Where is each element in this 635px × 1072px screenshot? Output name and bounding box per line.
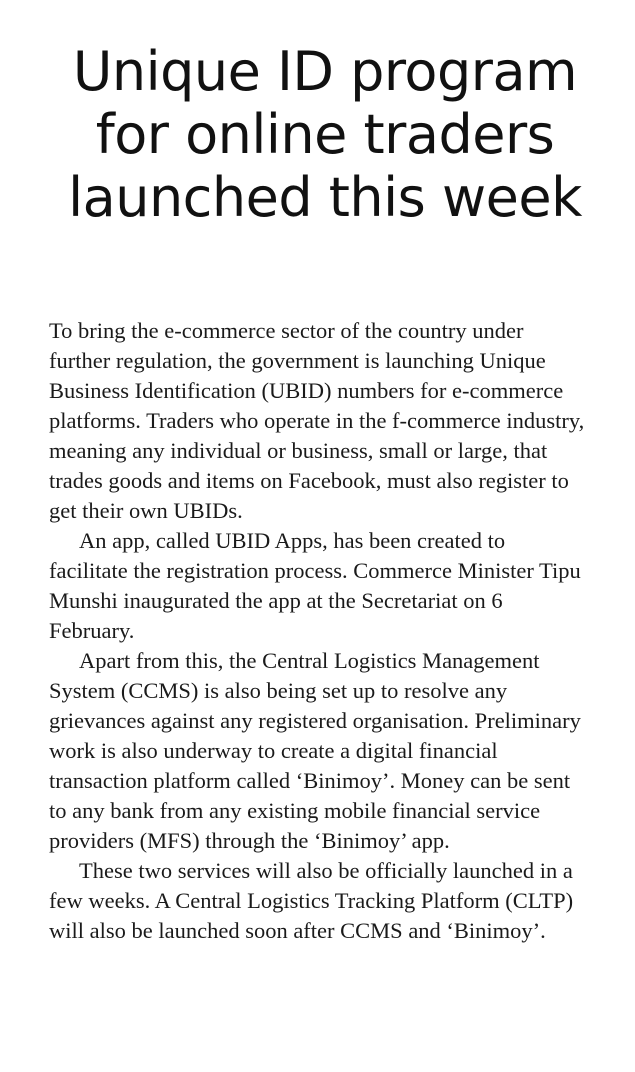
article-paragraph-1: To bring the e-commerce sector of the country under further regulation, the government is launching Unique Business Identification (UBID) numbers for e-commerce platforms. Traders who operate in the f-commerce industry, meaning any individual or business, small or large, that trades goods and items on Facebook, must also register to get their own UBIDs. bbox=[49, 318, 585, 523]
article-body bbox=[49, 316, 589, 946]
article-paragraph-3: Apart from this, the Central Logistics Management System (CCMS) is also being set up to resolve any grievances against any registered organisation. Preliminary work is also underway to create a digital financial transaction platform called ‘Binimoy’. Money can be sent to any bank from any existing mobile financial service providers (MFS) through the ‘Binimoy’ app. bbox=[49, 648, 581, 853]
article-paragraph-4: These two services will also be officially launched in a few weeks. A Central Logistics Tracking Platform (CLTP) will also be launched soon after CCMS and ‘Binimoy’. bbox=[49, 858, 574, 943]
article-paragraph-2: An app, called UBID Apps, has been created to facilitate the registration process. Commerce Minister Tipu Munshi inaugurated the app at the Secretariat on 6 February. bbox=[49, 528, 581, 643]
article-headline: Unique ID program for online traders launched this week bbox=[68, 40, 582, 229]
